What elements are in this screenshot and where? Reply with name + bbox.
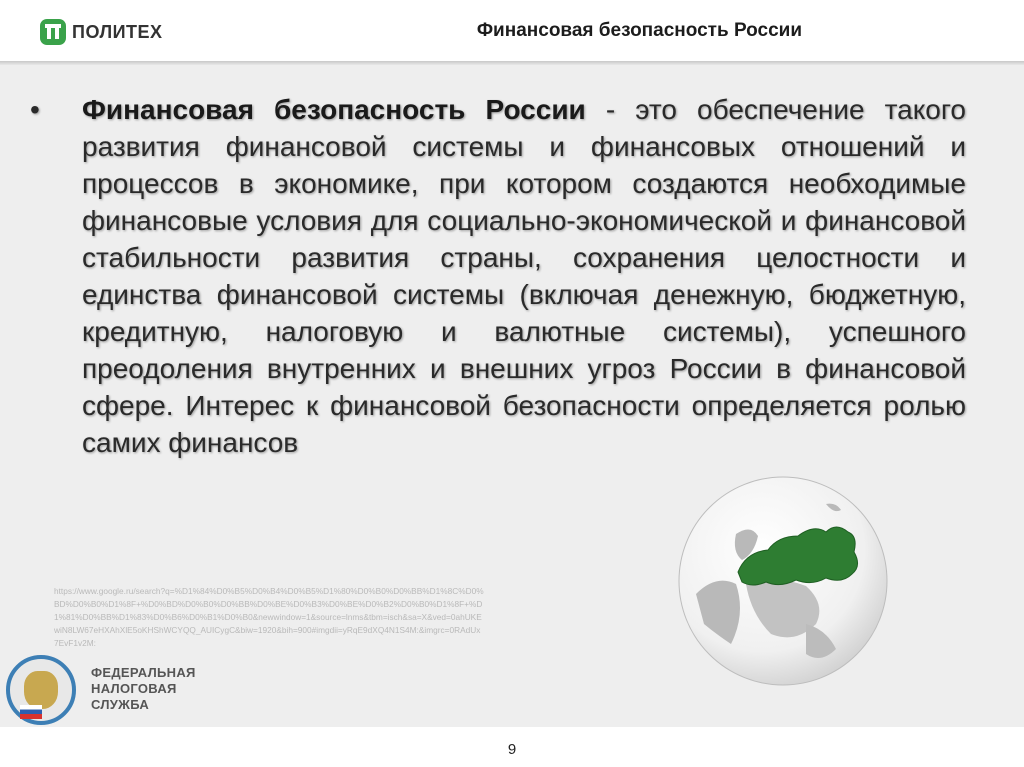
politech-logo <box>40 18 163 46</box>
fns-line-2: НАЛОГОВАЯ СЛУЖБА <box>91 681 177 712</box>
fns-line-1: ФЕДЕРАЛЬНАЯ <box>91 665 196 680</box>
slide-header <box>0 0 1024 62</box>
definition-text: - это обеспечение такого развития финансовой системы и финансовых отношений и процессов в экономике, при котором создаются необходимые финансовые условия для социально-экономической и финансовой стабильности развития страны, сохранения целостности и единства финансовой системы (включая денежную, бюджетную, кредитную, налоговую и валютные системы), успешного преодоления внутренних и внешних угроз России в финансовой сфере. Интерес к финансовой безопасности определяется ролью самих финансов <box>82 94 966 458</box>
logo-text: ПОЛИТЕХ <box>72 21 163 42</box>
page-number: 9 <box>507 741 517 758</box>
term: Финансовая безопасность России <box>82 94 586 125</box>
fns-emblem-icon <box>6 655 76 725</box>
slide-footer <box>0 727 1024 767</box>
fns-logo <box>6 655 236 725</box>
slide-content <box>0 65 1024 727</box>
slide-title: Финансовая безопасность России <box>476 20 802 41</box>
bullet-icon: • <box>30 94 40 125</box>
globe-russia-icon <box>676 474 890 688</box>
definition-paragraph <box>30 91 966 461</box>
politech-logo-icon <box>40 19 66 45</box>
source-url: https://www.google.ru/search?q=%D1%84%D0%B5%D0%B4%D0%B5%D1%80%D0%B0%D0%BB%D1%8C%D0%BD%D0%B0%D1%8F+%D0%BD%D0%B0%D0%BB%D0%BE%D0%B3%D0%BE%D0%B2%D0%B0%D1%8F+%D1%81%D0%BB%D1%83%D0%B6%D0%B1%D0%B0&newwindow=1&source=lnms&tbm=isch&sa=X&ved=0ahUKEwiN8LW67eHXAhXlE5oKHShWCYQQ_AUICygC&biw=1920&bih=900#imgdii=yRqE9dXQ4N1S4M:&imgrc=0RAdUx7EvF1v2M: <box>54 586 484 648</box>
fns-text <box>91 665 236 713</box>
